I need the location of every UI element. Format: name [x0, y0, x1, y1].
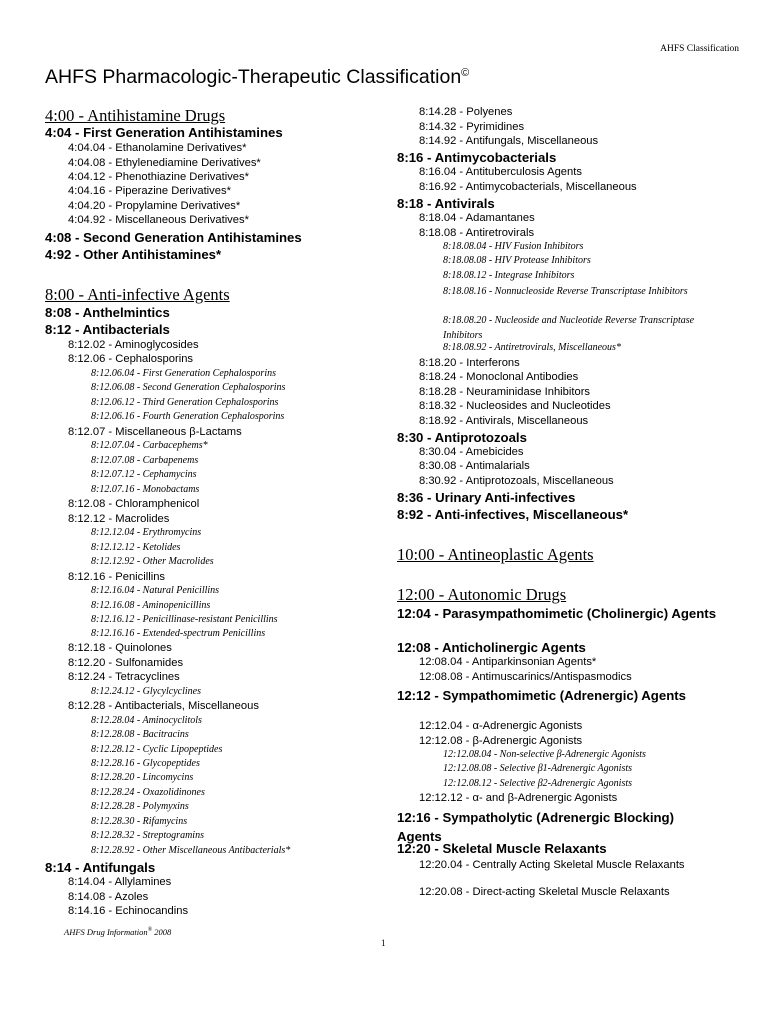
- subcategory-item: 8:30.08 - Antimalarials: [419, 460, 530, 472]
- subcategory-item: 8:18.28 - Neuraminidase Inhibitors: [419, 386, 591, 398]
- subcategory-item: 8:12.18 - Quinolones: [68, 642, 172, 654]
- subcategory-item: 12:20.04 - Centrally Acting Skeletal Muscle Relaxants: [419, 859, 685, 871]
- subcategory-item: 4:04.12 - Phenothiazine Derivatives*: [68, 171, 249, 183]
- category-heading: 8:30 - Antiprotozoals: [397, 430, 527, 445]
- subsubcategory-item: 8:12.12.12 - Ketolides: [91, 542, 181, 553]
- subsubcategory-item: 8:18.08.20 - Nucleoside and Nucleotide Reverse Transcriptase Inhibitors: [443, 315, 695, 341]
- subcategory-item: 4:04.92 - Miscellaneous Derivatives*: [68, 214, 249, 226]
- subcategory-item: 8:12.06 - Cephalosporins: [68, 353, 194, 365]
- subsubcategory-item: 8:12.28.04 - Aminocyclitols: [91, 715, 202, 726]
- subcategory-item: 8:30.92 - Antiprotozoals, Miscellaneous: [419, 475, 614, 487]
- subcategory-item: 12:12.04 - α-Adrenergic Agonists: [419, 720, 583, 732]
- subcategory-item: 12:08.04 - Antiparkinsonian Agents*: [419, 656, 597, 668]
- subcategory-item: 8:16.92 - Antimycobacterials, Miscellaneous: [419, 181, 637, 193]
- subcategory-item: 8:18.04 - Adamantanes: [419, 212, 535, 224]
- subsubcategory-item: 8:12.07.04 - Carbacephems*: [91, 440, 208, 451]
- subcategory-item: 12:20.08 - Direct-acting Skeletal Muscle Relaxants: [419, 886, 670, 898]
- subcategory-item: 8:12.20 - Sulfonamides: [68, 657, 184, 669]
- subcategory-item: 8:30.04 - Amebicides: [419, 446, 524, 458]
- page-title: [45, 66, 469, 89]
- category-heading: 4:08 - Second Generation Antihistamines: [45, 230, 302, 245]
- subsubcategory-item: 8:18.08.08 - HIV Protease Inhibitors: [443, 255, 591, 266]
- page-number: 1: [381, 938, 386, 948]
- subsubcategory-item: 8:18.08.12 - Integrase Inhibitors: [443, 270, 575, 281]
- subsubcategory-item: 8:18.08.16 - Nonnucleoside Reverse Transcriptase Inhibitors: [443, 286, 688, 297]
- subcategory-item: 8:14.92 - Antifungals, Miscellaneous: [419, 135, 599, 147]
- subcategory-item: 4:04.16 - Piperazine Derivatives*: [68, 185, 231, 197]
- copyright-mark: ©: [461, 67, 470, 79]
- subsubcategory-item: 12:12.08.04 - Non-selective β-Adrenergic Agonists: [443, 749, 646, 760]
- category-heading: 12:08 - Anticholinergic Agents: [397, 640, 586, 655]
- subsubcategory-item: 8:12.16.08 - Aminopenicillins: [91, 600, 211, 611]
- category-heading: 12:04 - Parasympathomimetic (Cholinergic) Agents: [397, 606, 717, 621]
- subcategory-item: 8:18.08 - Antiretrovirals: [419, 227, 535, 239]
- title-text: AHFS Pharmacologic-Therapeutic Classification: [45, 66, 462, 88]
- category-heading: 8:12 - Antibacterials: [45, 322, 170, 337]
- subsubcategory-item: 8:12.16.16 - Extended-spectrum Penicillins: [91, 628, 266, 639]
- subcategory-item: 8:14.32 - Pyrimidines: [419, 121, 525, 133]
- subcategory-item: 8:16.04 - Antituberculosis Agents: [419, 166, 582, 178]
- subsubcategory-item: 8:12.06.04 - First Generation Cephalosporins: [91, 368, 276, 379]
- subcategory-item: 4:04.20 - Propylamine Derivatives*: [68, 200, 241, 212]
- subsubcategory-item: 8:18.08.04 - HIV Fusion Inhibitors: [443, 241, 584, 252]
- subcategory-item: 8:12.12 - Macrolides: [68, 513, 170, 525]
- subsubcategory-item: 8:12.28.30 - Rifamycins: [91, 816, 188, 827]
- subcategory-item: 4:04.04 - Ethanolamine Derivatives*: [68, 142, 247, 154]
- subsubcategory-item: 8:12.12.04 - Erythromycins: [91, 527, 202, 538]
- subsubcategory-item: 8:12.16.04 - Natural Penicillins: [91, 585, 220, 596]
- subcategory-item: 12:12.12 - α- and β-Adrenergic Agonists: [419, 792, 618, 804]
- subcategory-item: 8:18.92 - Antivirals, Miscellaneous: [419, 415, 589, 427]
- subsubcategory-item: 8:12.07.16 - Monobactams: [91, 484, 200, 495]
- category-heading: 8:92 - Anti-infectives, Miscellaneous*: [397, 507, 629, 522]
- subcategory-item: 12:08.08 - Antimuscarinics/Antispasmodics: [419, 671, 632, 683]
- subcategory-item: 8:12.28 - Antibacterials, Miscellaneous: [68, 700, 259, 712]
- subsubcategory-item: 8:12.28.28 - Polymyxins: [91, 801, 189, 812]
- category-heading: 8:16 - Antimycobacterials: [397, 150, 557, 165]
- section-heading: 4:00 - Antihistamine Drugs: [45, 106, 226, 125]
- subcategory-item: 8:18.20 - Interferons: [419, 357, 520, 369]
- category-heading: 12:12 - Sympathomimetic (Adrenergic) Agents: [397, 688, 686, 703]
- subsubcategory-item: 8:12.12.92 - Other Macrolides: [91, 556, 214, 567]
- category-heading: 12:20 - Skeletal Muscle Relaxants: [397, 841, 607, 856]
- running-header: AHFS Classification: [660, 44, 739, 54]
- subsubcategory-item: 12:12.08.08 - Selective β1-Adrenergic Agonists: [443, 763, 633, 774]
- subsubcategory-item: 8:12.06.16 - Fourth Generation Cephalosporins: [91, 411, 285, 422]
- subsubcategory-item: 8:12.24.12 - Glycylcyclines: [91, 686, 201, 697]
- subsubcategory-item: 8:12.28.08 - Bacitracins: [91, 729, 189, 740]
- subcategory-item: 8:12.07 - Miscellaneous β-Lactams: [68, 426, 242, 438]
- subsubcategory-item: 8:12.28.12 - Cyclic Lipopeptides: [91, 744, 223, 755]
- category-heading: 4:04 - First Generation Antihistamines: [45, 125, 283, 140]
- footer-source: [64, 927, 171, 937]
- subsubcategory-item: 12:12.08.12 - Selective β2-Adrenergic Agonists: [443, 778, 633, 789]
- subcategory-item: 8:14.28 - Polyenes: [419, 106, 513, 118]
- subcategory-item: 8:12.08 - Chloramphenicol: [68, 498, 200, 510]
- footer-year: 2008: [154, 927, 172, 937]
- section-heading: 12:00 - Autonomic Drugs: [397, 585, 567, 604]
- category-heading: 8:18 - Antivirals: [397, 196, 495, 211]
- subsubcategory-item: 8:12.16.12 - Penicillinase-resistant Penicillins: [91, 614, 278, 625]
- subcategory-item: 8:14.04 - Allylamines: [68, 876, 172, 888]
- subsubcategory-item: 8:12.06.12 - Third Generation Cephalosporins: [91, 397, 279, 408]
- subsubcategory-item: 8:18.08.92 - Antiretrovirals, Miscellaneous*: [443, 342, 621, 353]
- subsubcategory-item: 8:12.28.16 - Glycopeptides: [91, 758, 200, 769]
- section-heading: 8:00 - Anti-infective Agents: [45, 285, 230, 304]
- subsubcategory-item: 8:12.28.24 - Oxazolidinones: [91, 787, 205, 798]
- subsubcategory-item: 8:12.28.92 - Other Miscellaneous Antibacterials*: [91, 845, 291, 856]
- subcategory-item: 8:12.24 - Tetracyclines: [68, 671, 180, 683]
- category-heading: 8:08 - Anthelmintics: [45, 305, 170, 320]
- subsubcategory-item: 8:12.07.08 - Carbapenems: [91, 455, 199, 466]
- registered-mark: ®: [147, 927, 153, 933]
- category-heading: 8:14 - Antifungals: [45, 860, 156, 875]
- subcategory-item: 12:12.08 - β-Adrenergic Agonists: [419, 735, 583, 747]
- category-heading: 12:16 - Sympatholytic (Adrenergic Blocking) Agents: [397, 810, 675, 844]
- subsubcategory-item: 8:12.28.32 - Streptogramins: [91, 830, 204, 841]
- category-heading: 4:92 - Other Antihistamines*: [45, 247, 222, 262]
- subcategory-item: 8:14.16 - Echinocandins: [68, 905, 189, 917]
- subcategory-item: 4:04.08 - Ethylenediamine Derivatives*: [68, 157, 261, 169]
- category-heading: 8:36 - Urinary Anti-infectives: [397, 490, 576, 505]
- subsubcategory-item: 8:12.28.20 - Lincomycins: [91, 772, 194, 783]
- subsubcategory-item: 8:12.06.08 - Second Generation Cephalosporins: [91, 382, 286, 393]
- subcategory-item: 8:12.16 - Penicillins: [68, 571, 166, 583]
- subcategory-item: 8:12.02 - Aminoglycosides: [68, 339, 199, 351]
- subcategory-item: 8:14.08 - Azoles: [68, 891, 149, 903]
- footer-text: AHFS Drug Information: [64, 927, 148, 937]
- section-heading: 10:00 - Antineoplastic Agents: [397, 545, 594, 564]
- subsubcategory-item: 8:12.07.12 - Cephamycins: [91, 469, 197, 480]
- subcategory-item: 8:18.24 - Monoclonal Antibodies: [419, 371, 579, 383]
- subcategory-item: 8:18.32 - Nucleosides and Nucleotides: [419, 400, 611, 412]
